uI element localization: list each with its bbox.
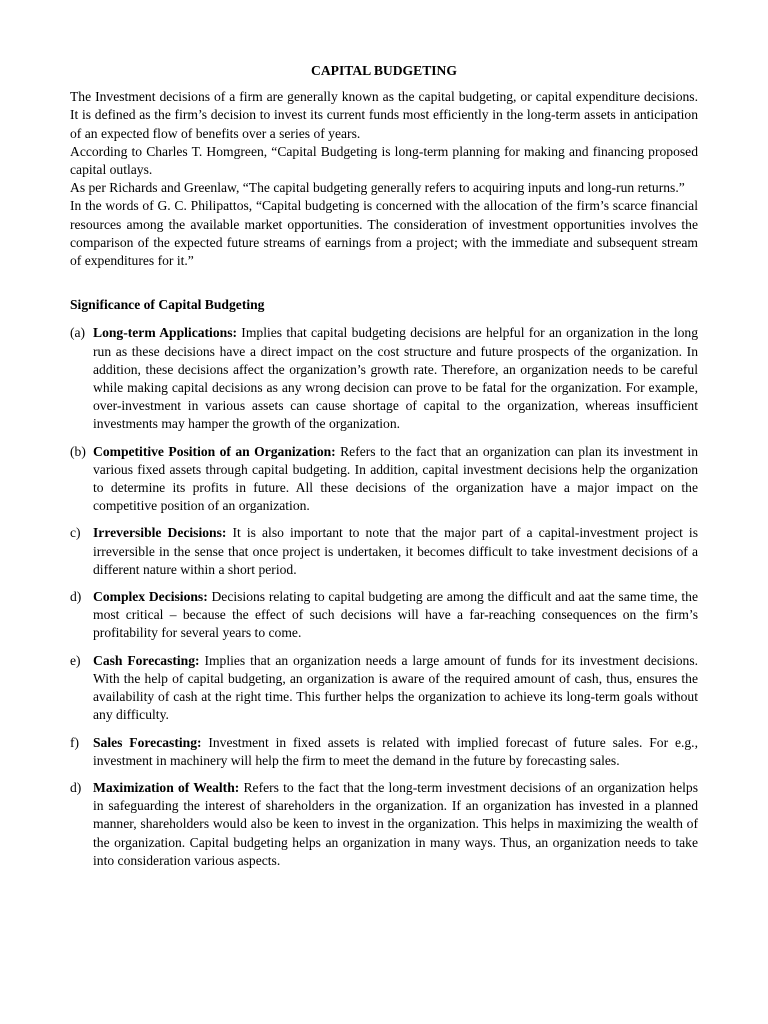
list-item-term: Complex Decisions: (93, 589, 208, 605)
list-item-body (93, 652, 698, 725)
intro-paragraph-2: According to Charles T. Homgreen, “Capital Budgeting is long-term planning for making and financing proposed capital outlays. (70, 143, 698, 178)
list-item (70, 779, 698, 870)
list-item-body (93, 524, 698, 579)
list-item-term: Competitive Position of an Organization: (93, 443, 336, 459)
list-item-text: Implies that capital budgeting decisions are helpful for an organization in the long run as these decisions have a direct impact on the cost structure and future prospects of the organization. In addition, these decisions affect the organization’s growth rate. Therefore, an organization needs to be careful while making capital decisions as any wrong decision can prove to be fatal for the organization. For example, over-investment in various assets can cause shortage of capital to the organization, whereas insufficient investments may hamper the growth of the organization. (93, 325, 698, 432)
intro-paragraph-3: As per Richards and Greenlaw, “The capital budgeting generally refers to acquiring inputs and long-run returns.” (70, 180, 685, 196)
list-marker: f) (70, 734, 80, 750)
document-title: CAPITAL BUDGETING (311, 63, 457, 78)
list-item-term: Irreversible Decisions: (93, 525, 227, 541)
list-marker: d) (70, 779, 82, 795)
list-item-text: Decisions relating to capital budgeting are among the difficult and aat the same time, the most critical – because the effect of such decisions will have a far-reaching consequences on the firm’s profitability for several years to come. (93, 589, 698, 641)
list-item (70, 443, 698, 516)
list-item (70, 734, 698, 770)
list-marker: e) (70, 652, 81, 668)
list-item (70, 588, 698, 643)
list-item-text: It is also important to note that the major part of a capital-investment project is irreversible in the sense that once project is undertaken, it becomes difficult to take investment decisions of a different nature within a short period. (93, 525, 698, 577)
list-item-body (93, 779, 698, 870)
list-item-text: Investment in fixed assets is related with implied forecast of future sales. For e.g., investment in machinery will help the firm to meet the demand in the future by forecasting sales. (93, 734, 698, 768)
list-marker: (a) (70, 325, 86, 341)
list-marker: c) (70, 525, 81, 541)
list-item-text: Refers to the fact that the long-term investment decisions of an organization helps in safeguarding the interest of shareholders in the organization. If an organization has invested in a planned manner, shareholders would also be keen to invest in the organization. This helps in maximizing the wealth of the organization. Capital budgeting helps an organization in many ways. Thus, an organization needs to take into consideration various aspects. (93, 779, 699, 868)
list-item-body (93, 443, 698, 516)
list-item-body (93, 734, 698, 770)
list-item-body (93, 324, 698, 433)
list-item (70, 524, 698, 579)
intro-paragraph-4: In the words of G. C. Philipattos, “Capital budgeting is concerned with the allocation of the firm’s scarce financial resources among the available market opportunities. The consideration of investment opportunities involves the comparison of the expected future streams of earnings from a project; with the immediate and subsequent stream of expenditures for it.” (70, 198, 698, 269)
list-item-body (93, 588, 698, 643)
list-item-term: Sales Forecasting: (93, 734, 202, 750)
list-item-text: Implies that an organization needs a large amount of funds for its investment decisions. With the help of capital budgeting, an organization is aware of the required amount of cash, thus, ensures the availability of cash at the right time. This further helps the organization to achieve its long-term goals without any difficulty. (93, 652, 699, 723)
list-item-text: Refers to the fact that an organization can plan its investment in various fixed assets through capital budgeting. In addition, capital investment decisions help the organization to determine its profits in future. All these decisions of the organization have a major impact on the competitive position of an organization. (93, 443, 698, 514)
list-item-term: Long-term Applications: (93, 325, 238, 341)
list-item (70, 652, 698, 725)
list-item (70, 324, 698, 433)
list-marker: d) (70, 589, 82, 605)
intro-paragraph-1: The Investment decisions of a firm are generally known as the capital budgeting, or capital expenditure decisions. It is defined as the firm’s decision to invest its current funds most efficiently in the long-term assets in anticipation of an expected flow of benefits over a series of years. (70, 89, 698, 141)
list-item-term: Cash Forecasting: (93, 652, 200, 668)
section-heading: Significance of Capital Budgeting (70, 297, 265, 313)
list-item-term: Maximization of Wealth: (93, 779, 240, 795)
list-marker: (b) (70, 443, 86, 459)
